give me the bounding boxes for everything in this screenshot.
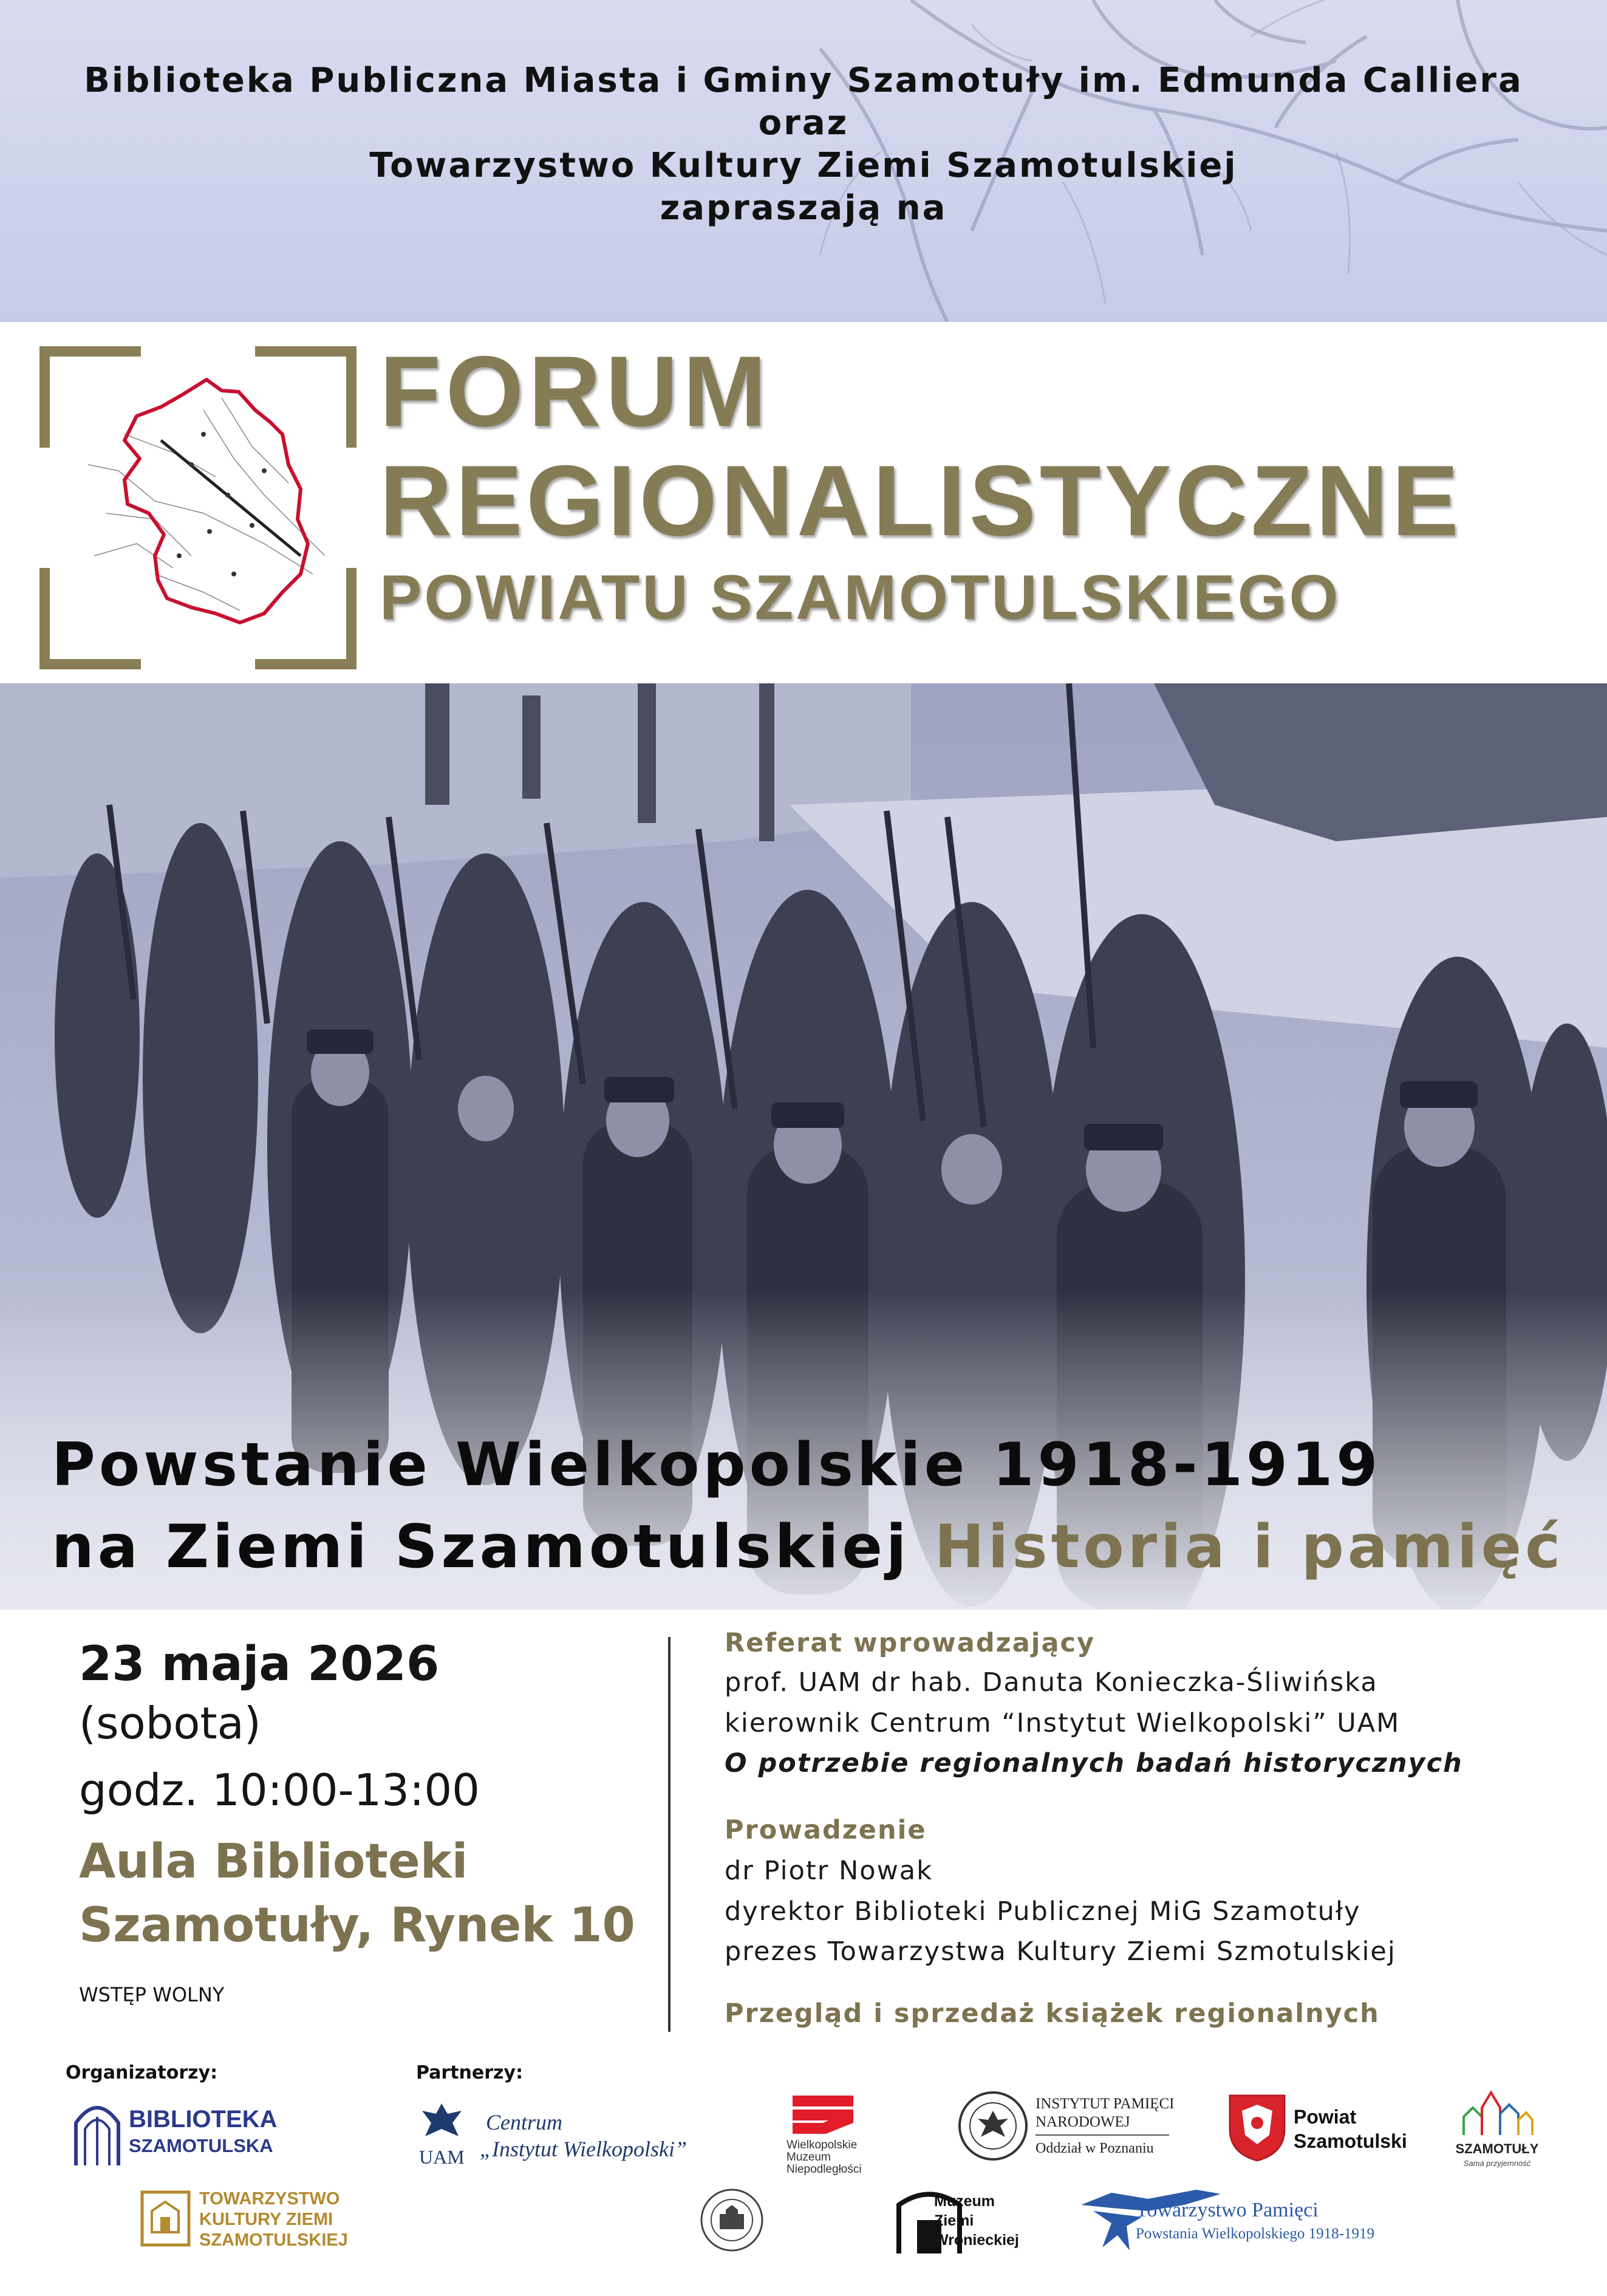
- mzw-line-2: Ziemi: [934, 2212, 974, 2229]
- organizer-line-1: Biblioteka Publiczna Miasta i Gminy Szamotuły im. Edmunda Calliera: [84, 61, 1523, 100]
- headline-place: na Ziemi Szamotulskiej: [52, 1512, 910, 1582]
- biblioteka-line-1: BIBLIOTEKA: [129, 2106, 278, 2133]
- ipn-divider: [1036, 2134, 1169, 2136]
- free-entry-note: WSTĘP WOLNY: [79, 1983, 225, 2006]
- logo-wielkopolskie-muzeum: [783, 2093, 881, 2178]
- museum-seal-icon: [698, 2187, 765, 2253]
- mzw-line-3: Wronieckiej: [934, 2232, 1019, 2249]
- tppw-line-1: Towarzystwo Pamięci: [1136, 2199, 1319, 2221]
- powiat-line-1: Powiat: [1294, 2106, 1357, 2128]
- forum-title-line-1: FORUM: [380, 335, 771, 447]
- ipn-seal-icon: [957, 2089, 1029, 2162]
- library-arch-icon: [73, 2093, 121, 2168]
- event-weekday: (sobota): [79, 1698, 261, 1749]
- powiat-line-2: Szamotulski: [1294, 2130, 1407, 2152]
- historical-photo: [0, 683, 1607, 1610]
- forum-band: [0, 322, 1607, 683]
- headline-subtitle: Historia i pamięć: [934, 1512, 1564, 1582]
- logo-biblioteka-szamotulska: [73, 2093, 279, 2171]
- host-heading: Prowadzenie: [725, 1815, 927, 1845]
- tkzs-line-1: TOWARZYSTWO: [199, 2189, 340, 2209]
- mzw-line-1: Muzeum: [934, 2193, 995, 2210]
- header-band: [0, 0, 1607, 322]
- tkzs-emblem-icon: [140, 2190, 191, 2247]
- wmn-line-3: Niepodległości: [786, 2163, 862, 2176]
- host-name: dr Piotr Nowak: [725, 1856, 933, 1886]
- logo-towarzystwo-kultury: [140, 2187, 358, 2253]
- organizer-line-3: Towarzystwo Kultury Ziemi Szamotulskiej: [369, 146, 1238, 185]
- wmn-line-2: Muzeum: [786, 2151, 831, 2164]
- talk-title: O potrzebie regionalnych badań historycznych: [725, 1748, 1463, 1778]
- centrum-line-2: „Instytut Wielkopolski”: [480, 2137, 687, 2161]
- powiat-coat-of-arms-icon: [1227, 2093, 1288, 2162]
- logo-uam-centrum: [419, 2099, 705, 2171]
- wmn-line-1: Wielkopolskie: [786, 2139, 858, 2151]
- county-map-image: [82, 374, 349, 629]
- headline-line-2: [52, 1512, 1564, 1582]
- logo-muzeum-zamek-gorkow: [698, 2187, 765, 2253]
- forum-title-line-2: REGIONALISTYCZNE: [380, 445, 1462, 556]
- szamotuly-name: SZAMOTUŁY: [1455, 2141, 1539, 2156]
- logo-powiat-szamotulski: [1227, 2093, 1421, 2171]
- organizer-line-4: zapraszają na: [660, 188, 947, 228]
- intro-speaker: prof. UAM dr hab. Danuta Konieczka-Śliwińska: [725, 1667, 1378, 1698]
- wmn-red-arrow-icon: [790, 2093, 856, 2135]
- logo-muzeum-ziemi-wronieckiej: [893, 2187, 1039, 2260]
- logo-szamotuly: [1448, 2083, 1546, 2175]
- logo-towarzystwo-pamieci: [1075, 2187, 1415, 2260]
- event-address: Szamotuły, Rynek 10: [79, 1898, 635, 1953]
- partners-label: Partnerzy:: [416, 2062, 524, 2083]
- ipn-line-3: Oddział w Poznaniu: [1036, 2141, 1154, 2156]
- ipn-line-1: INSTYTUT PAMIĘCI: [1036, 2096, 1175, 2112]
- event-date: 23 maja 2026: [79, 1637, 440, 1692]
- szamotuly-skyline-icon: [1461, 2083, 1534, 2138]
- tkzs-line-2: KULTURY ZIEMI: [199, 2210, 333, 2229]
- host-role-2: prezes Towarzystwa Kultury Ziemi Szmotulskiej: [725, 1936, 1396, 1967]
- uam-eagle-icon: [419, 2099, 465, 2144]
- info-divider: [668, 1637, 670, 2032]
- organizer-line-2: oraz: [758, 103, 849, 143]
- intro-heading: Referat wprowadzający: [725, 1628, 1095, 1658]
- forum-title-line-3: POWIATU SZAMOTULSKIEGO: [380, 562, 1341, 633]
- centrum-line-1: Centrum: [486, 2110, 562, 2134]
- biblioteka-line-2: SZAMOTULSKA: [129, 2135, 273, 2156]
- organizers-label: Organizatorzy:: [66, 2062, 218, 2083]
- tkzs-line-3: SZAMOTULSKIEJ: [199, 2230, 348, 2250]
- event-venue: Aula Biblioteki: [79, 1834, 468, 1889]
- logo-ipn: [957, 2089, 1175, 2168]
- intro-speaker-role: kierownik Centrum “Instytut Wielkopolski” UAM: [725, 1708, 1401, 1738]
- event-time: godz. 10:00-13:00: [79, 1765, 480, 1816]
- uam-text: UAM: [419, 2146, 465, 2168]
- host-role-1: dyrektor Biblioteki Publicznej MiG Szamotuły: [725, 1896, 1361, 1927]
- tppw-line-2: Powstania Wielkopolskiego 1918-1919: [1136, 2226, 1374, 2242]
- headline-line-1: Powstanie Wielkopolskie 1918-1919: [52, 1430, 1382, 1500]
- szamotuly-tagline: Sama przyjemność: [1463, 2159, 1531, 2168]
- books-note: Przegląd i sprzedaż książek regionalnych: [725, 1998, 1380, 2029]
- ipn-line-2: NARODOWEJ: [1036, 2114, 1130, 2130]
